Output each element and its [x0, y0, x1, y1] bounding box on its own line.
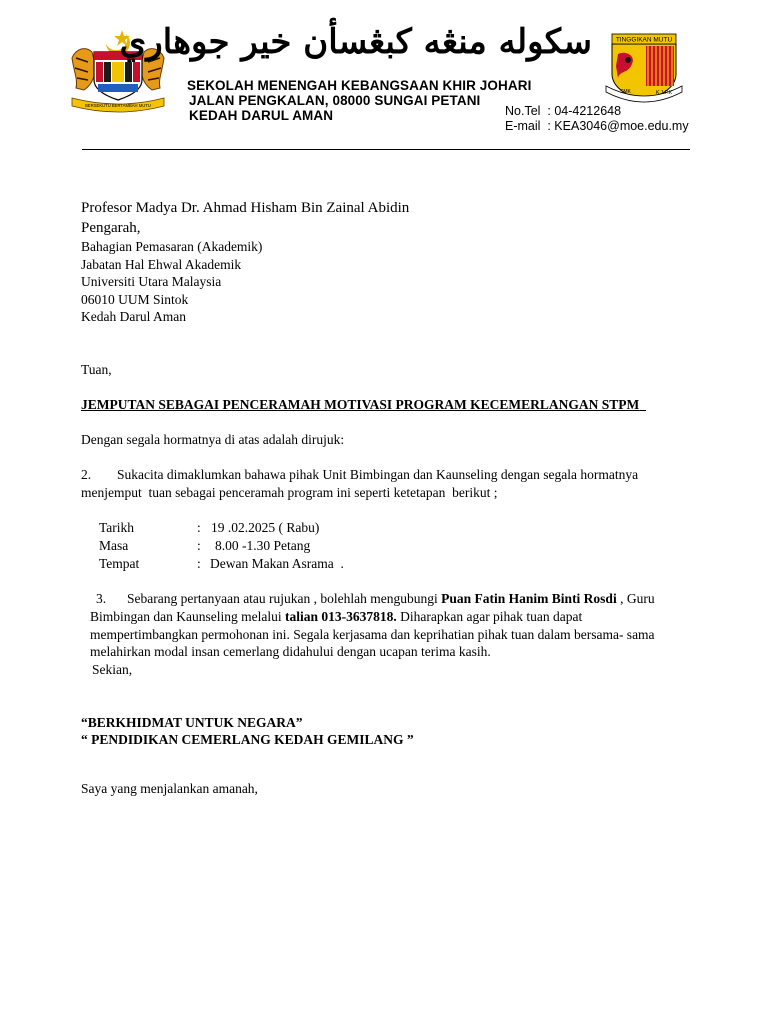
recipient-line: Jabatan Hal Ehwal Akademik	[81, 256, 242, 272]
paragraph-number: 3.	[96, 591, 107, 606]
detail-separator: :	[197, 538, 201, 553]
paragraph-text: mempertimbangkan permohonan ini. Segala kerjasama dan keprihatian pihak tuan dalam bersama- sama	[90, 626, 655, 642]
header-divider	[82, 149, 690, 150]
school-telephone: No.Tel : 04-4212648	[505, 104, 622, 118]
text-run: , Guru	[616, 591, 655, 606]
text-run: Sebarang pertanyaan atau rujukan , bolehlah mengubungi	[127, 591, 442, 606]
school-crest-banner: TINGGIKAN MUTU	[615, 36, 673, 44]
paragraph-text: Sukacita dimaklumkan bahawa pihak Unit Bimbingan dan Kaunseling dengan segala hormatnya	[117, 467, 639, 482]
sign-off: Saya yang menjalankan amanah,	[81, 781, 258, 796]
recipient-line: 06010 UUM Sintok	[81, 291, 189, 307]
detail-value-time: 8.00 -1.30 Petang	[215, 538, 311, 553]
text-run: Bimbingan dan Kaunseling melalui	[90, 609, 285, 624]
school-address-line2: KEDAH DARUL AMAN	[189, 108, 334, 123]
detail-value-venue: Dewan Makan Asrama .	[210, 555, 344, 571]
school-name: SEKOLAH MENENGAH KEBANGSAAN KHIR JOHARI	[187, 78, 532, 93]
contact-person-name: Puan Fatin Hanim Binti Rosdi	[441, 591, 617, 606]
school-email: E-mail : KEA3046@moe.edu.my	[505, 119, 689, 133]
recipient-line: Kedah Darul Aman	[81, 309, 186, 324]
paragraph-text: melahirkan modal insan cemerlang didahului dengan ucapan terima kasih.	[90, 644, 491, 659]
letter-subject	[81, 396, 646, 414]
jawi-calligraphy-title: سكوله منڠه كبڠسأن خير جوهاري	[119, 22, 592, 62]
national-crest-motto: BERSEKUTU BERTAMBAH MUTU	[85, 103, 151, 108]
recipient-line: Universiti Utara Malaysia	[81, 274, 222, 289]
letter-subject-text: JEMPUTAN SEBAGAI PENCERAMAH MOTIVASI PROGRAM KECEMERLANGAN STPM	[81, 397, 640, 412]
salutation: Tuan,	[81, 362, 112, 377]
school-crest-right-tag: K.J.P.K	[656, 90, 673, 96]
detail-label-date: Tarikh	[99, 520, 135, 535]
school-crest	[598, 30, 690, 104]
detail-label-time: Masa	[99, 538, 129, 553]
detail-separator: :	[197, 555, 201, 571]
school-address-line1: JALAN PENGKALAN, 08000 SUNGAI PETANI	[189, 93, 481, 108]
slogan-pendidikan: “ PENDIDIKAN CEMERLANG KEDAH GEMILANG ”	[81, 732, 414, 747]
recipient-name: Profesor Madya Dr. Ahmad Hisham Bin Zainal Abidin	[81, 200, 410, 216]
school-crest-left-tag: SMK	[620, 89, 631, 95]
slogan-berkhidmat: “BERKHIDMAT UNTUK NEGARA”	[81, 715, 303, 730]
detail-separator: :	[197, 520, 201, 535]
paragraph-text: menjemput tuan sebagai penceramah program ini seperti ketetapan berikut ;	[81, 485, 498, 500]
paragraph-text	[127, 590, 655, 608]
recipient-line: Bahagian Pemasaran (Akademik)	[81, 239, 263, 254]
recipient-title: Pengarah,	[81, 220, 141, 236]
paragraph-text	[90, 608, 582, 626]
closing-sekian: Sekian,	[92, 662, 133, 677]
contact-phone: talian 013-3637818.	[284, 609, 397, 624]
intro-sentence: Dengan segala hormatnya di atas adalah dirujuk:	[81, 432, 345, 447]
text-run: Diharapkan agar pihak tuan dapat	[396, 609, 583, 624]
detail-label-venue: Tempat	[99, 555, 140, 571]
paragraph-number: 2.	[81, 467, 92, 482]
detail-value-date: 19 .02.2025 ( Rabu)	[211, 520, 320, 535]
